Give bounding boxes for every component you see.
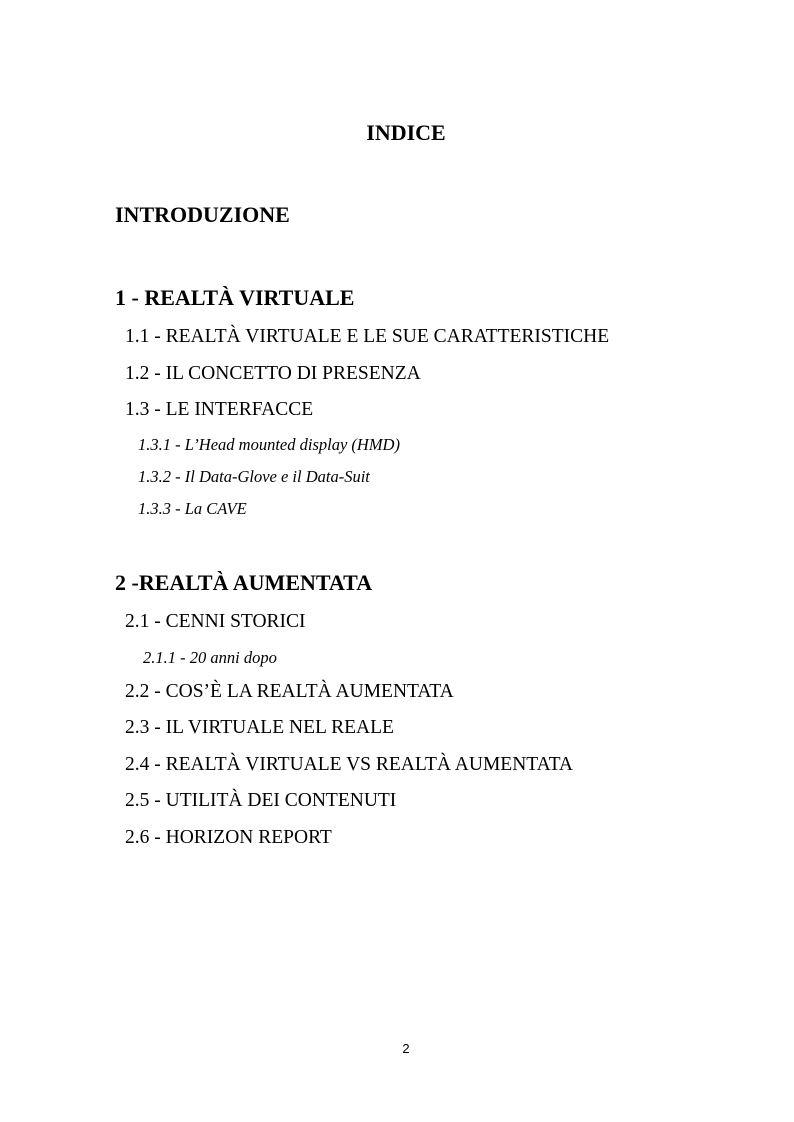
toc-section-2-5[interactable]: 2.5 - UTILITÀ DEI CONTENUTI	[125, 790, 397, 811]
toc-section-1-3[interactable]: 1.3 - LE INTERFACCE	[125, 399, 314, 420]
toc-section-1-2[interactable]: 1.2 - IL CONCETTO DI PRESENZA	[125, 363, 421, 384]
toc-subsection-1-3-1[interactable]: 1.3.1 - L’Head mounted display (HMD)	[138, 435, 400, 454]
toc-subsection-2-1-1[interactable]: 2.1.1 - 20 anni dopo	[143, 648, 277, 667]
toc-introduction[interactable]: INTRODUZIONE	[115, 202, 290, 227]
page-title: INDICE	[366, 120, 446, 145]
toc-section-2-4[interactable]: 2.4 - REALTÀ VIRTUALE VS REALTÀ AUMENTATA	[125, 754, 574, 775]
toc-section-1-1[interactable]: 1.1 - REALTÀ VIRTUALE E LE SUE CARATTERISTICHE	[125, 326, 610, 347]
toc-chapter-1[interactable]: 1 - REALTÀ VIRTUALE	[115, 285, 355, 310]
toc-section-2-1[interactable]: 2.1 - CENNI STORICI	[125, 611, 306, 632]
toc-chapter-2[interactable]: 2 -REALTÀ AUMENTATA	[115, 570, 373, 595]
toc-section-2-3[interactable]: 2.3 - IL VIRTUALE NEL REALE	[125, 717, 394, 738]
toc-subsection-1-3-3[interactable]: 1.3.3 - La CAVE	[138, 499, 247, 518]
page-number: 2	[402, 1041, 410, 1056]
toc-section-2-2[interactable]: 2.2 - COS’È LA REALTÀ AUMENTATA	[125, 681, 454, 702]
toc-subsection-1-3-2[interactable]: 1.3.2 - Il Data-Glove e il Data-Suit	[138, 467, 370, 486]
toc-section-2-6[interactable]: 2.6 - HORIZON REPORT	[125, 827, 332, 848]
